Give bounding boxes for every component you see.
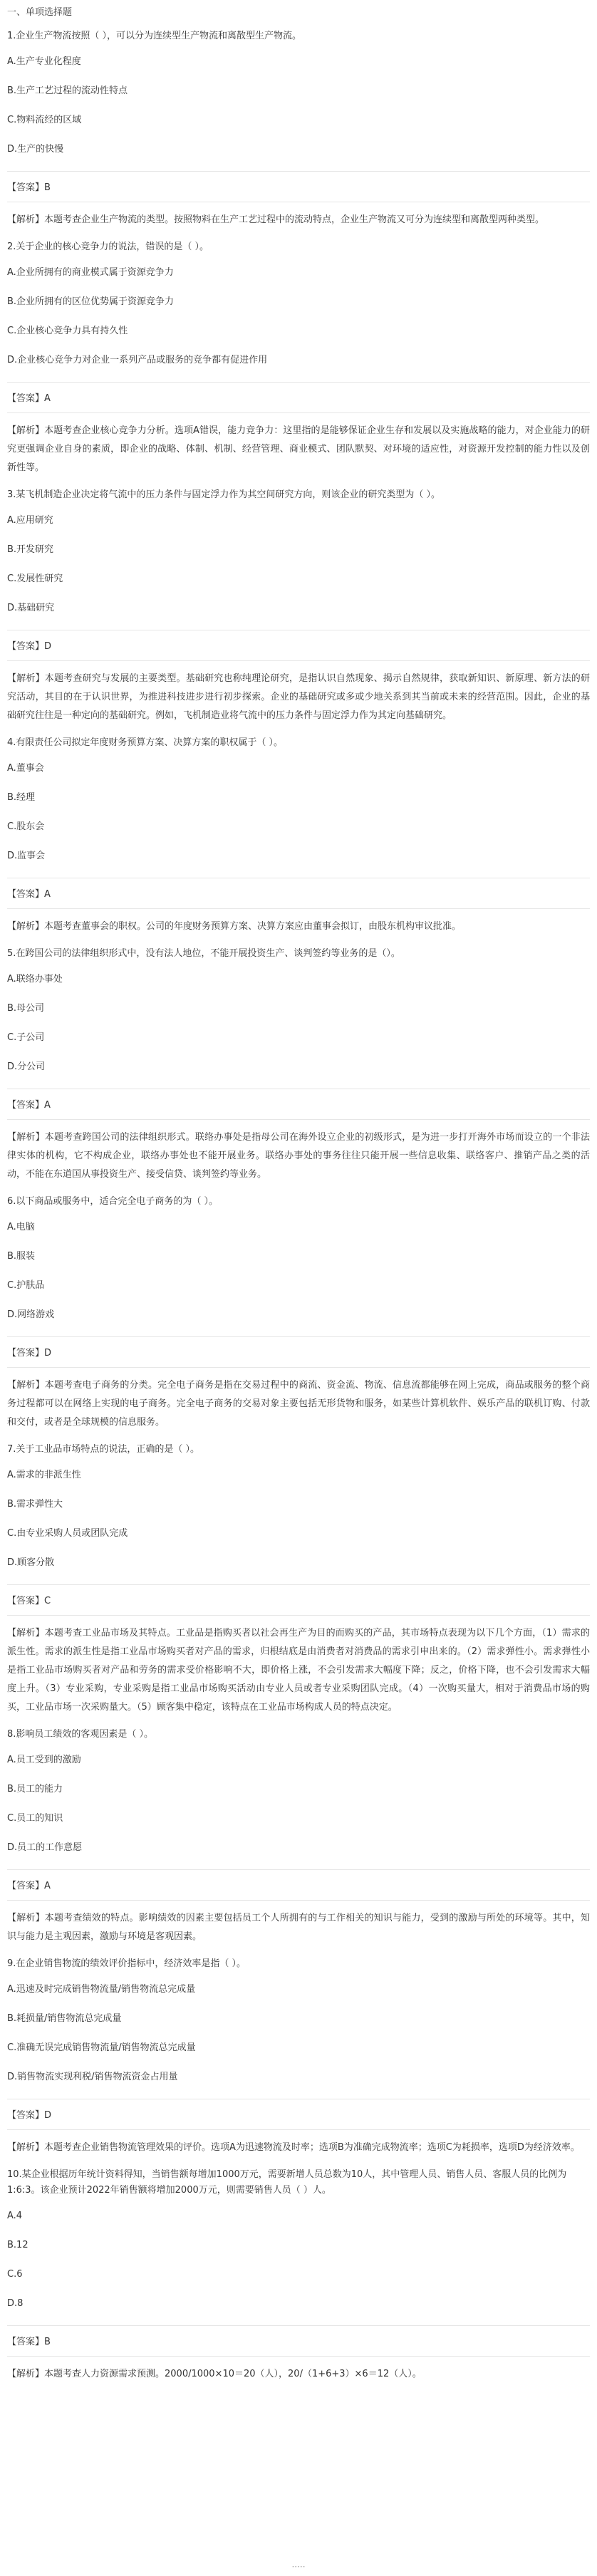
question-stem: 4.有限责任公司拟定年度财务预算方案、决算方案的职权属于（ ）。 [7, 737, 284, 748]
answer-option: B.开发研究 [7, 544, 54, 555]
divider [7, 1869, 590, 1870]
answer-explanation: 【解析】本题考查人力资源需求预测。2000/1000×10＝20（人），20/（1+6+3）×6＝12（人）。 [7, 2369, 422, 2379]
question-stem: 7.关于工业品市场特点的说法，正确的是（ ）。 [7, 1444, 200, 1455]
answer-option: B.耗损量/销售物流总完成量 [7, 2013, 122, 2024]
question-block [7, 946, 590, 1184]
answer-option: B.生产工艺过程的流动性特点 [7, 85, 128, 96]
answer-key: 【答案】A [7, 889, 51, 900]
answer-option: D.顾客分散 [7, 1557, 55, 1568]
answer-option: A.迅速及时完成销售物流量/销售物流总完成量 [7, 1984, 196, 1995]
answer-option: B.母公司 [7, 1003, 45, 1014]
answer-option: A.企业所拥有的商业模式属于资源竞争力 [7, 267, 174, 278]
divider [7, 1336, 590, 1337]
question-stem: 6.以下商品或服务中，适合完全电子商务的为（ ）。 [7, 1196, 219, 1207]
question-block [7, 1956, 590, 2157]
question-stem: 10.某企业根据历年统计资料得知，当销售额每增加1000万元，需要新增人员总数为10人，其中管理人员、销售人员、客服人员的比例为1:6:3。该企业预计2022年销售额将增加2000万元，则需要销售人员（ ）人。 [7, 2169, 567, 2196]
divider [7, 1584, 590, 1585]
answer-option: C.6 [7, 2269, 23, 2280]
answer-explanation: 【解析】本题考查绩效的特点。影响绩效的因素主要包括员工个人所拥有的与工作相关的知识与能力，受到的激励与所处的环境等。其中，知识与能力是主观因素，激励与环境是客观因素。 [7, 1913, 590, 1942]
answer-explanation: 【解析】本题考查工业品市场及其特点。工业品是指购买者以社会再生产为目的而购买的产品，其市场特点表现为以下几个方面，（1）需求的派生性。需求的派生性是指工业品市场购买者对产品的需求，归根结底是由消费者对消费品的需求引申出来的。（2）需求弹性小。需求弹性小是指工业品市场购买者对产品和劳务的需求受价格影响不大，即价格上涨，不会引发需求大幅度下降；反之，价格下降，也不会引发需求大幅度上升。（3）专业采购，专业采购是指工业品市场购买活动由专业人员或者专业采购团队完成。（4）一次购买量大，相对于消费品市场的购买，工业品市场一次采购量大。（5）顾客集中稳定，该特点在工业品市场构成人员的特点决定。 [7, 1628, 590, 1713]
answer-option: B.员工的能力 [7, 1784, 63, 1795]
question-block [7, 487, 590, 725]
answer-option: A.员工受到的激励 [7, 1755, 81, 1765]
answer-explanation: 【解析】本题考查企业核心竞争力分析。选项A错误，能力竞争力：这里指的是能够保证企业生存和发展以及实施战略的能力，对企业能力的研究更强调企业自身的素质，即企业的战略、体制、机制、经营管理、商业模式、团队默契、对环境的适应性，对资源开发控制的能力性以及创新性等。 [7, 425, 590, 473]
answer-option: B.服装 [7, 1251, 36, 1262]
answer-option: B.需求弹性大 [7, 1499, 63, 1510]
question-block [7, 1727, 590, 1946]
section-title: 一、单项选择题 [7, 7, 73, 18]
answer-option: A.需求的非派生性 [7, 1470, 81, 1480]
question-stem: 3.某飞机制造企业决定将气流中的压力条件与固定浮力作为其空间研究方向，则该企业的研究类型为（ ）。 [7, 489, 441, 500]
answer-option: D.企业核心竞争力对企业一系列产品或服务的竞争都有促进作用 [7, 355, 268, 365]
question-block [7, 1442, 590, 1717]
answer-key: 【答案】D [7, 1348, 52, 1359]
divider [7, 1900, 590, 1901]
answer-option: C.物料流经的区域 [7, 115, 82, 125]
answer-key: 【答案】D [7, 2110, 52, 2121]
answer-option: C.员工的知识 [7, 1813, 63, 1824]
divider [7, 660, 590, 661]
answer-explanation: 【解析】本题考查企业生产物流的类型。按照物料在生产工艺过程中的流动特点，企业生产物流又可分为连续型和离散型两种类型。 [7, 214, 545, 225]
divider [7, 1119, 590, 1120]
question-block [7, 2167, 590, 2384]
answer-option: A.应用研究 [7, 515, 53, 526]
divider [7, 908, 590, 909]
answer-option: D.生产的快慢 [7, 144, 64, 155]
question-stem: 2.关于企业的核心竞争力的说法，错误的是（ ）。 [7, 242, 209, 252]
divider [7, 2356, 590, 2357]
answer-explanation: 【解析】本题考查企业销售物流管理效果的评价。选项A为迅速物流及时率；选项B为准确完成物流率；选项C为耗损率，选项D为经济效率。 [7, 2142, 580, 2153]
answer-key: 【答案】A [7, 393, 51, 404]
answer-option: C.子公司 [7, 1032, 45, 1043]
divider [7, 1615, 590, 1616]
answer-option: C.发展性研究 [7, 573, 63, 584]
question-block [7, 1194, 590, 1432]
question-stem: 8.影响员工绩效的客观因素是（ ）。 [7, 1729, 154, 1740]
divider [7, 171, 590, 172]
answer-option: B.经理 [7, 792, 36, 803]
answer-option: D.基础研究 [7, 603, 55, 613]
question-stem: 1.企业生产物流按照（ ），可以分为连续型生产物流和离散型生产物流。 [7, 31, 302, 41]
document-body [7, 6, 590, 2394]
answer-option: C.准确无误完成销售物流量/销售物流总完成量 [7, 2042, 196, 2053]
answer-option: D.员工的工作意愿 [7, 1842, 83, 1853]
answer-option: D.监事会 [7, 851, 46, 861]
answer-explanation: 【解析】本题考查研究与发展的主要类型。基础研究也称纯理论研究，是指认识自然现象、揭示自然规律，获取新知识、新原理、新方法的研究活动，其目的在于认识世界，为推进科技进步进行初步探索。企业的基础研究或多或少地关系到其当前或未来的经营范围。因此，企业的基础研究往往是一种定向的基础研究。例如，飞机制造业将气流中的压力条件与固定浮力作为其定向基础研究。 [7, 673, 590, 721]
answer-option: C.由专业采购人员或团队完成 [7, 1528, 128, 1539]
divider [7, 2129, 590, 2130]
answer-option: D.销售物流实现利税/销售物流资金占用量 [7, 2072, 178, 2082]
answer-explanation: 【解析】本题考查电子商务的分类。完全电子商务是指在交易过程中的商流、资金流、物流、信息流都能够在网上完成，商品或服务的整个商务过程都可以在网络上实现的电子商务。完全电子商务的交易对象主要包括无形货物和服务，如某些计算机软件、娱乐产品的联机订购、付款和交付，或者是全球规模的信息服务。 [7, 1380, 590, 1428]
divider [7, 382, 590, 383]
answer-explanation: 【解析】本题考查跨国公司的法律组织形式。联络办事处是指母公司在海外设立企业的初级形式，是为进一步打开海外市场而设立的一个非法律实体的机构，它不构成企业，联络办事处也不能开展业务。联络办事处的事务往往只能开展一些信息收集、联络客户、推销产品之类的活动，不能在东道国从事投资生产、接受信贷、谈判签约等业务。 [7, 1132, 590, 1180]
question-block [7, 735, 590, 936]
answer-key: 【答案】B [7, 182, 51, 193]
question-block [7, 28, 590, 229]
question-block [7, 239, 590, 477]
answer-option: A.联络办事处 [7, 974, 63, 985]
answer-option: A.董事会 [7, 763, 44, 774]
answer-key: 【答案】B [7, 2337, 51, 2347]
answer-option: C.企业核心竞争力具有持久性 [7, 326, 128, 336]
answer-explanation: 【解析】本题考查董事会的职权。公司的年度财务预算方案、决算方案应由董事会拟订，由股东机构审议批准。 [7, 921, 462, 932]
answer-option: A.电脑 [7, 1222, 35, 1232]
answer-key: 【答案】D [7, 641, 52, 652]
answer-option: A.生产专业化程度 [7, 56, 81, 67]
divider [7, 412, 590, 413]
answer-option: C.股东会 [7, 821, 45, 832]
divider [7, 1367, 590, 1368]
answer-key: 【答案】A [7, 1100, 51, 1111]
answer-option: C.护肤品 [7, 1280, 45, 1291]
divider [7, 2325, 590, 2326]
answer-option: D.分公司 [7, 1061, 46, 1072]
answer-option: D.8 [7, 2298, 24, 2309]
question-stem: 9.在企业销售物流的绩效评价指标中，经济效率是指（ ）。 [7, 1958, 246, 1969]
answer-option: B.企业所拥有的区位优势属于资源竞争力 [7, 296, 175, 307]
answer-key: 【答案】A [7, 1881, 51, 1891]
answer-option: B.12 [7, 2240, 28, 2250]
answer-option: D.网络游戏 [7, 1309, 55, 1320]
answer-option: A.4 [7, 2211, 23, 2221]
question-stem: 5.在跨国公司的法律组织形式中，没有法人地位，不能开展投资生产、谈判签约等业务的是（）。 [7, 948, 400, 959]
question-list [7, 28, 590, 2384]
page-footer-dots: ····· [291, 2562, 306, 2572]
answer-key: 【答案】C [7, 1596, 51, 1606]
